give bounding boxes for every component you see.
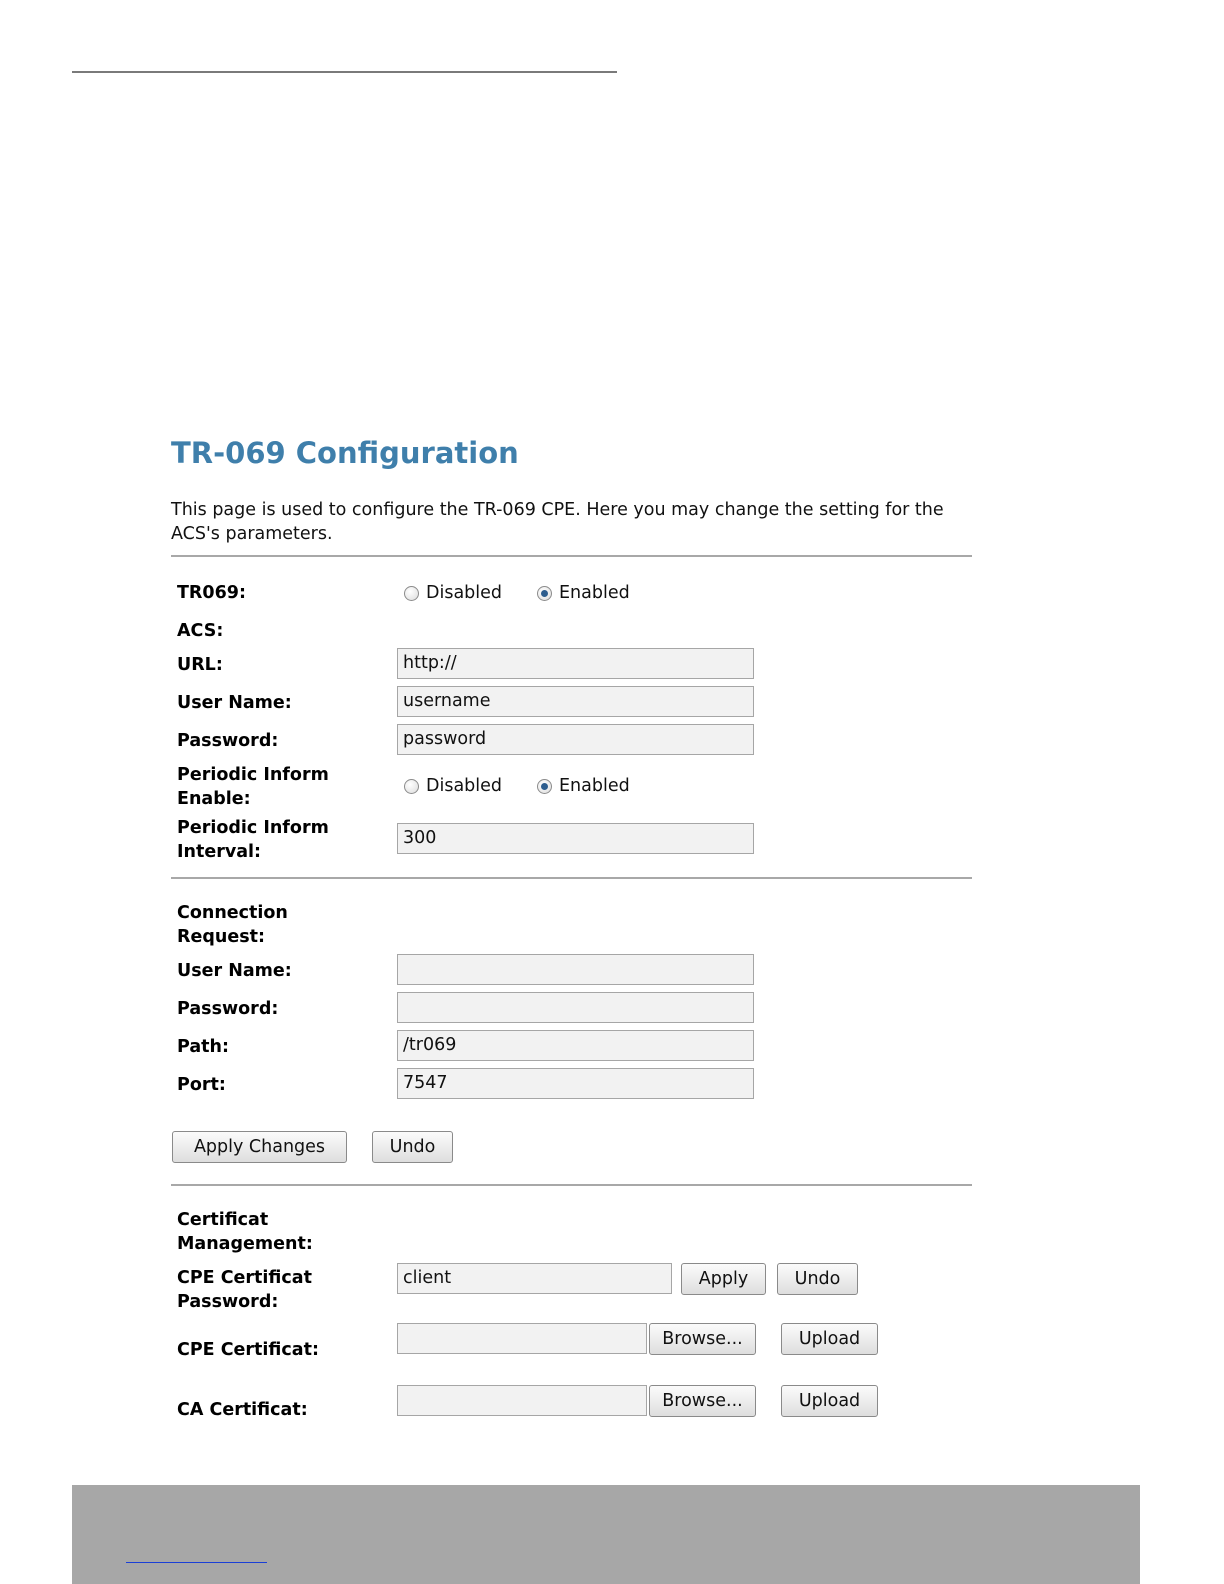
section-divider [171, 555, 972, 557]
cpe-cert-file-input[interactable] [397, 1323, 647, 1354]
apply-changes-button[interactable]: Apply Changes [172, 1131, 347, 1163]
radio-icon [404, 779, 419, 794]
section-divider [171, 877, 972, 879]
periodic-enable-label [177, 763, 329, 811]
tr069-enabled-radio[interactable] [537, 583, 630, 603]
cr-path-label: Path: [177, 1037, 229, 1057]
cpe-cert-password-label [177, 1266, 312, 1314]
cpe-cert-password-apply-button[interactable]: Apply [681, 1263, 766, 1295]
periodic-enable-label-line1: Periodic Inform [177, 765, 329, 785]
ca-cert-browse-button[interactable]: Browse... [649, 1385, 756, 1417]
tr069-label: TR069: [177, 583, 246, 603]
cr-path-input[interactable]: /tr069 [397, 1030, 754, 1061]
ca-cert-label: CA Certificat: [177, 1400, 308, 1420]
cpe-cert-password-undo-button[interactable]: Undo [777, 1263, 858, 1295]
periodic-enabled-radio[interactable] [537, 776, 630, 796]
periodic-enable-label-line2: Enable: [177, 789, 251, 809]
cpe-cert-password-label-line1: CPE Certificat [177, 1268, 312, 1288]
tr069-enabled-label: Enabled [559, 583, 630, 603]
periodic-disabled-radio[interactable] [404, 776, 502, 796]
periodic-interval-label [177, 816, 329, 864]
page-footer [72, 1485, 1140, 1584]
certificate-heading-line2: Management: [177, 1234, 313, 1254]
radio-selected-icon [537, 779, 552, 794]
cr-port-input[interactable]: 7547 [397, 1068, 754, 1099]
acs-url-input[interactable]: http:// [397, 648, 754, 679]
acs-url-label: URL: [177, 655, 223, 675]
cr-password-label: Password: [177, 999, 279, 1019]
radio-icon [404, 586, 419, 601]
acs-heading: ACS: [177, 621, 224, 641]
cr-username-input[interactable] [397, 954, 754, 985]
cpe-cert-label: CPE Certificat: [177, 1340, 319, 1360]
certificate-heading-line1: Certificat [177, 1210, 269, 1230]
section-divider [171, 1184, 972, 1186]
connection-request-heading [177, 901, 288, 949]
ca-cert-file-input[interactable] [397, 1385, 647, 1416]
page-title: TR-069 Configuration [171, 436, 519, 470]
periodic-enabled-label: Enabled [559, 776, 630, 796]
periodic-interval-input[interactable]: 300 [397, 823, 754, 854]
cpe-cert-browse-button[interactable]: Browse... [649, 1323, 756, 1355]
cr-username-label: User Name: [177, 961, 292, 981]
tr069-disabled-label: Disabled [426, 583, 503, 603]
acs-password-label: Password: [177, 731, 279, 751]
connection-request-heading-line2: Request: [177, 927, 265, 947]
tr069-disabled-radio[interactable] [404, 583, 502, 603]
top-divider [72, 71, 617, 73]
cr-password-input[interactable] [397, 992, 754, 1023]
acs-username-label: User Name: [177, 693, 292, 713]
radio-selected-icon [537, 586, 552, 601]
periodic-interval-label-line2: Interval: [177, 842, 262, 862]
cr-port-label: Port: [177, 1075, 226, 1095]
footer-link[interactable] [126, 1562, 267, 1563]
acs-username-input[interactable]: username [397, 686, 754, 717]
cpe-cert-upload-button[interactable]: Upload [781, 1323, 878, 1355]
connection-request-heading-line1: Connection [177, 903, 288, 923]
cpe-cert-password-label-line2: Password: [177, 1292, 279, 1312]
certificate-heading [177, 1208, 313, 1256]
acs-password-input[interactable]: password [397, 724, 754, 755]
ca-cert-upload-button[interactable]: Upload [781, 1385, 878, 1417]
periodic-disabled-label: Disabled [426, 776, 503, 796]
page-description: This page is used to configure the TR-069 CPE. Here you may change the setting for the ACS's parameters. [171, 500, 944, 544]
periodic-interval-label-line1: Periodic Inform [177, 818, 329, 838]
cpe-cert-password-input[interactable]: client [397, 1263, 672, 1294]
undo-button[interactable]: Undo [372, 1131, 453, 1163]
